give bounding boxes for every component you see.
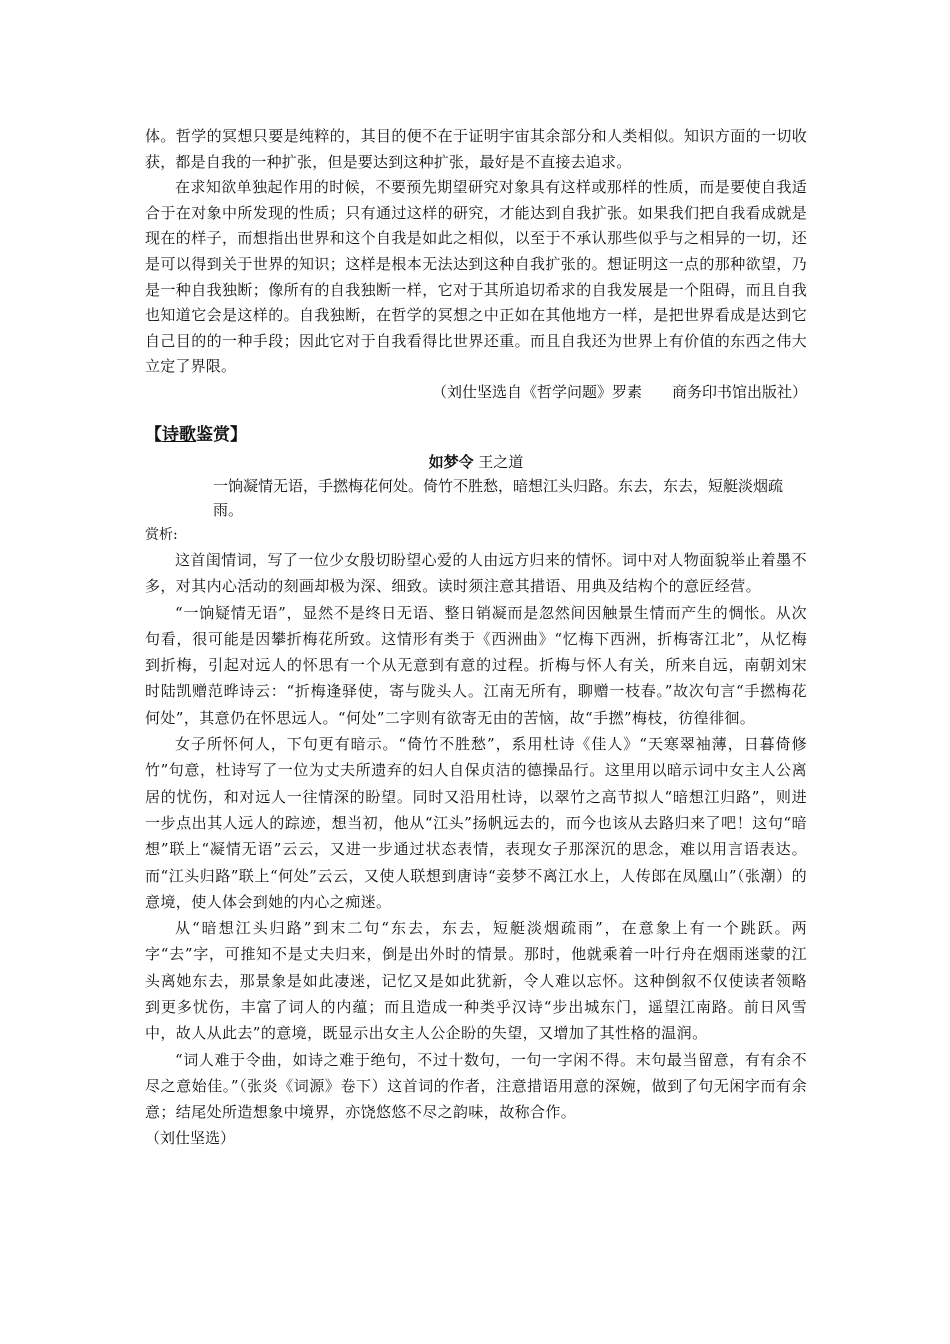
analysis-label: 赏析: (145, 527, 178, 543)
bracket-open: 【 (145, 425, 162, 445)
analysis-paragraph-1: 这首闺情词，写了一位少女殷切盼望心爱的人由远方归来的情怀。词中对人物面貌举止着墨不多，对其内心活动的刻画却极为深、细致。读时须注意其措语、用典及结构个的意匠经营。 (145, 551, 807, 596)
analysis-signature: （刘仕坚选） (145, 1128, 236, 1147)
essay-paragraph-2: 在求知欲单独起作用的时候，不要预先期望研究对象具有这样或那样的性质，而是要使自我适合于在对象中所发现的性质；只有通过这样的研究，才能达到自我扩张。如果我们把自我看成就是现在的样子，而想指出世界和这个自我是如此之相似，以至于不承认那些似乎与之相异的一切，还是可以得到关于世界的知识；这样是根本无法达到这种自我扩张的。想证明这一点的那种欲望，乃是一种自我独断；像所有的自我独断一样，它对于其所追切希求的自我发展是一个阻碍，而且自我也知道它会是这样的。自我独断，在哲学的冥想之中正如在其他地方一样，是把世界看成是达到它自己目的的一种手段；因此它对于自我看得比世界还重。而且自我还为世界上有价值的东西之伟大立定了界限。 (145, 178, 807, 376)
poem-section (145, 450, 807, 522)
poem-title: 如梦令 (428, 453, 474, 471)
poem-heading (145, 450, 807, 474)
essay-paragraph-1: 体。哲学的冥想只要是纯粹的，其目的便不在于证明宇宙其余部分和人类相似。知识方面的一切收获，都是自我的一种扩张，但是要达到这种扩张，最好是不直接去追求。 (145, 127, 807, 171)
poem-author: 王之道 (478, 453, 524, 471)
section-title-underlined: 诗歌 (162, 425, 196, 445)
analysis-paragraph-3: 女子所怀何人，下句更有暗示。“倚竹不胜愁”，系用杜诗《佳人》“天寒翠袖薄，日暮倚修竹”句意，杜诗写了一位为丈夫所遗弃的妇人自保贞洁的德操品行。这里用以暗示词中女主人公离居的忧伤，和对远人一往情深的盼望。同时又沿用杜诗，以翠竹之高节拟人“暗想江归路”，则进一步点出其人远人的踪迹，想当初，他从“江头”扬帆远去的，而今也该从去路归来了吧！这句“暗想”联上“凝情无语”云云，又进一步通过状态表情，表现女子那深沉的思念，难以用言语表达。而“江头归路”联上“何处”云云，又使人联想到唐诗“妾梦不离江水上，人传郎在凤凰山”（张潮）的意境，使人体会到她的内心之痴迷。 (145, 735, 807, 911)
essay-section (145, 124, 807, 405)
essay-source: （刘仕坚选自《哲学问题》罗素 商务印书馆出版社） (431, 382, 807, 401)
bracket-close: 】 (230, 425, 247, 445)
section-title-rest: 鉴赏 (196, 425, 230, 445)
analysis-paragraph-2: “一饷疑情无语”，显然不是终日无语、整日销凝而是忽然间因触景生情而产生的惆怅。从次句看，很可能是因攀折梅花所致。这情形有类于《西洲曲》“忆梅下西洲，折梅寄江北”，从忆梅到折梅，引起对远人的怀思有一个从无意到有意的过程。折梅与怀人有关，所来自远，南朝刘宋时陆凯赠范晔诗云：“折梅逢驿使，寄与陇头人。江南无所有，聊赠一枝春。”故次句言“手撚梅花何处”，其意仍在怀思远人。“何处”二字则有欲寄无由的苦恼，故“手撚”梅枝，彷徨徘徊。 (145, 603, 807, 727)
analysis-section (145, 523, 807, 1150)
analysis-paragraph-5: “词人难于令曲，如诗之难于绝句，不过十数句，一句一字闲不得。末句最当留意，有有余不尽之意始佳。”（张炎《词源》卷下）这首词的作者，注意措语用意的深婉，做到了句无闲字而有余意；结尾处所造想象中境界，亦饶悠悠不尽之韵味，故称合作。 (145, 1050, 807, 1122)
analysis-paragraph-4: 从“暗想江头归路”到末二句“东去，东去，短艇淡烟疏雨”，在意象上有一个跳跃。两字“去”字，可推知不是丈夫归来，倒是出外时的情景。那时，他就乘着一叶行舟在烟雨迷蒙的江头离她东去，那景象是如此凄迷，记忆又是如此犹新，令人难以忘怀。这种倒叙不仅使读者领略到更多忧伤，丰富了词人的内蕴；而且造成一种类乎汉诗“步出城东门，遥望江南路。前日风雪中，故人从此去”的意境，既显示出女主人公企盼的失望，又增加了其性格的温润。 (145, 919, 807, 1043)
section-heading (145, 422, 807, 448)
poem-text: 一饷凝情无语，手撚梅花何处。倚竹不胜愁，暗想江头归路。东去，东去，短艇淡烟疏雨。 (213, 477, 784, 519)
